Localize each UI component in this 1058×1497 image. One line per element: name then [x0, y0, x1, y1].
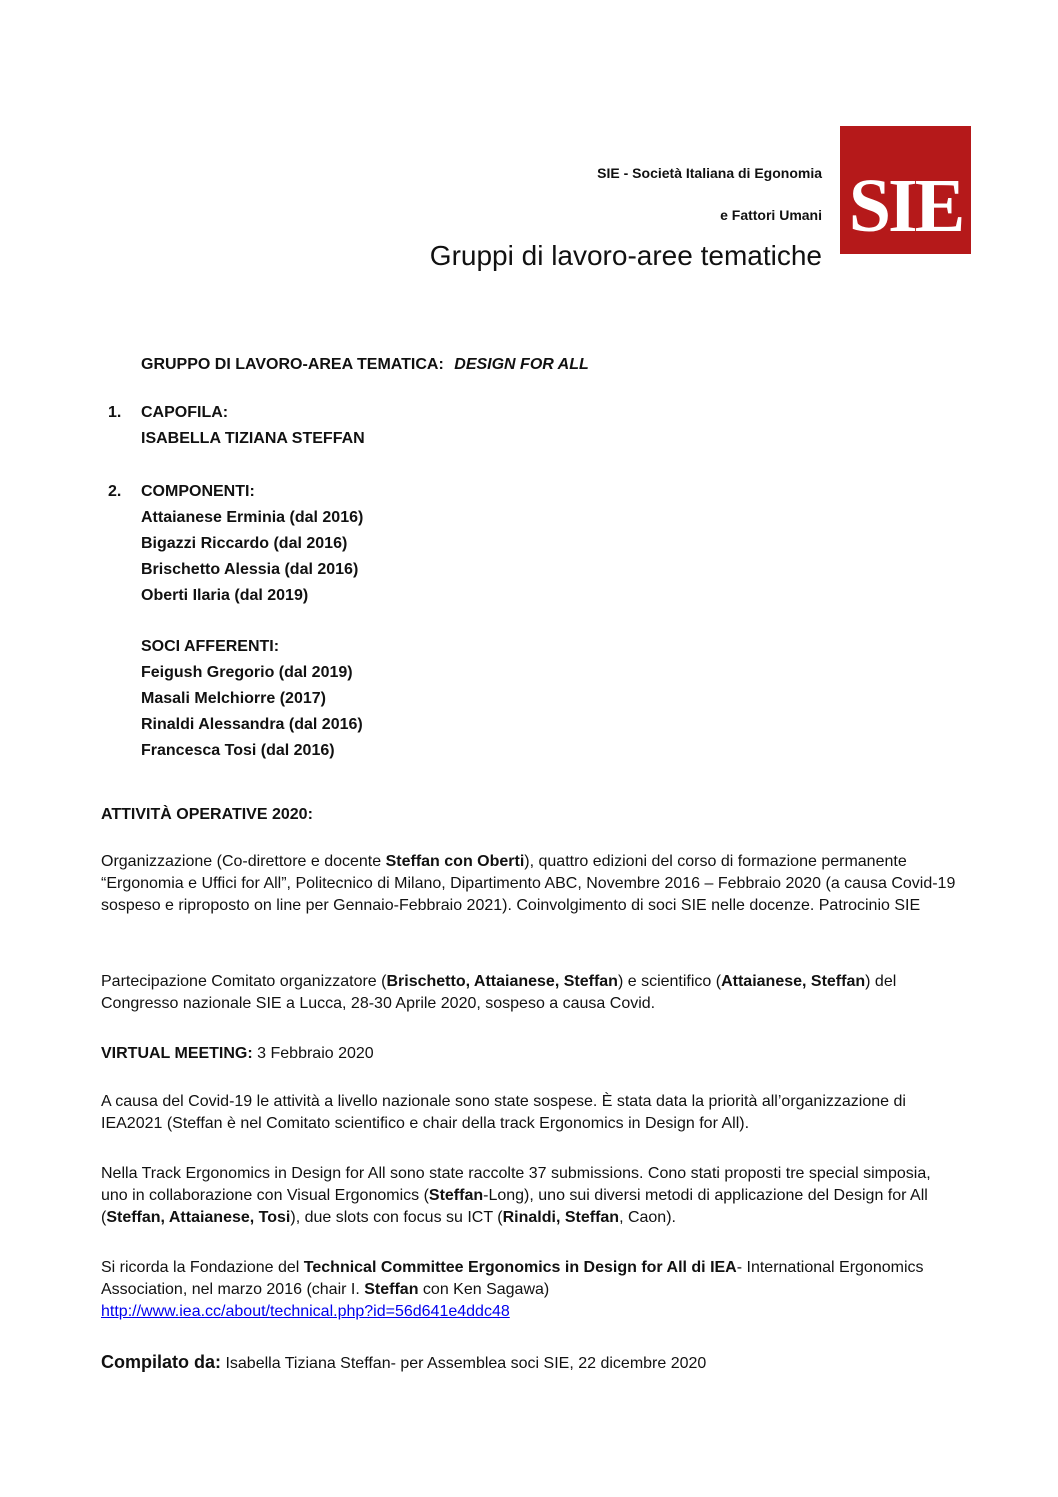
socio-list-item: Rinaldi Alessandra (dal 2016) [141, 716, 363, 733]
member-list-item: Oberti Ilaria (dal 2019) [141, 587, 309, 604]
text-run-bold: Technical Committee Ergonomics in Design for All di IEA [303, 1259, 737, 1276]
text-run-bold: Steffan con Oberti [385, 853, 525, 870]
socio-list-item: Masali Melchiorre (2017) [141, 690, 326, 707]
group-heading [141, 352, 589, 378]
text-run-bold: Steffan [364, 1281, 419, 1298]
soci-heading: SOCI AFFERENTI: [141, 638, 280, 655]
activity-paragraph-committee [101, 1257, 961, 1323]
text-run: Si ricorda la Fondazione del [101, 1259, 304, 1276]
socio-list-item: Francesca Tosi (dal 2016) [141, 742, 335, 759]
capofila-number: 1. [108, 404, 122, 421]
capofila-heading: CAPOFILA: [141, 404, 229, 421]
compiled-by [101, 1352, 706, 1373]
text-run: ) del Congresso nazionale SIE a Lucca, 28-30 Aprile 2020, sospeso a causa Covid. [101, 973, 897, 1012]
text-run-bold: Brischetto, Attaianese, Steffan [386, 973, 618, 990]
text-run: -Long), uno sui diversi metodi di applicazione del Design for All ( [101, 1187, 928, 1226]
group-label: GRUPPO DI LAVORO-AREA TEMATICA: [141, 356, 444, 373]
text-run-bold: Rinaldi, Steffan [502, 1209, 620, 1226]
meeting-label: VIRTUAL MEETING: [101, 1045, 253, 1062]
text-run: - International Ergonomics Association, nel marzo 2016 (chair I. [101, 1259, 924, 1298]
text-run-bold: Steffan, Attaianese, Tosi [106, 1209, 291, 1226]
text-run: ), quattro edizioni del corso di formazione permanente “Ergonomia e Uffici for All”, Politecnico di Milano, Dipartimento ABC, Novembre 2016 – Febbraio 2020 (a causa Covid-19 sospeso e riproposto on line per Gennaio-Febbraio 2021). Coinvolgimento di soci SIE nelle docenze. Patrocinio SIE [101, 853, 956, 914]
text-run: ) e scientifico ( [617, 973, 722, 990]
text-run: Organizzazione (Co-direttore e docente [101, 853, 386, 870]
group-name: DESIGN FOR ALL [454, 356, 589, 373]
meeting-date: 3 Febbraio 2020 [252, 1045, 374, 1062]
compiled-by-label: Compilato da: [101, 1352, 221, 1372]
member-list-item: Attaianese Erminia (dal 2016) [141, 509, 364, 526]
member-list-item: Bigazzi Riccardo (dal 2016) [141, 535, 348, 552]
text-run: con Ken Sagawa) [418, 1281, 550, 1298]
capofila-name: ISABELLA TIZIANA STEFFAN [141, 430, 365, 447]
org-name-line2: e Fattori Umani [720, 207, 822, 223]
activities-heading: ATTIVITÀ OPERATIVE 2020: [101, 806, 313, 823]
text-run: Partecipazione Comitato organizzatore ( [101, 973, 387, 990]
text-run: , Caon). [619, 1209, 676, 1226]
componenti-heading: COMPONENTI: [141, 483, 255, 500]
activity-paragraph-course [101, 851, 961, 917]
text-run-bold: Attaianese, Steffan [721, 973, 866, 990]
activity-paragraph-congress [101, 971, 961, 1015]
page-title: Gruppi di lavoro-aree tematiche [429, 240, 822, 271]
activity-paragraph-track [101, 1163, 961, 1229]
org-name-line1: SIE - Società Italiana di Egonomia [597, 165, 822, 181]
logo-text: SIE [848, 164, 963, 248]
componenti-number: 2. [108, 483, 122, 500]
text-run-bold: Steffan [428, 1187, 484, 1204]
member-list-item: Brischetto Alessia (dal 2016) [141, 561, 359, 578]
activity-paragraph-covid: A causa del Covid-19 le attività a livello nazionale sono state sospese. È stata data la priorità all’organizzazione di IEA2021 (Steffan è nel Comitato scientifico e chair della track Ergonomics in Design for All). [101, 1093, 906, 1132]
compiled-by-value: Isabella Tiziana Steffan- per Assemblea soci SIE, 22 dicembre 2020 [221, 1355, 707, 1372]
virtual-meeting [101, 1043, 961, 1065]
text-run: Nella Track Ergonomics in Design for All sono state raccolte 37 submissions. Cono stati proposti tre special simposia, uno in collaborazione con Visual Ergonomics ( [101, 1165, 931, 1204]
sie-logo [840, 126, 971, 254]
text-run: ), due slots con focus su ICT ( [290, 1209, 503, 1226]
socio-list-item: Feigush Gregorio (dal 2019) [141, 664, 353, 681]
iea-technical-link[interactable]: http://www.iea.cc/about/technical.php?id=56d641e4ddc48 [101, 1303, 510, 1320]
